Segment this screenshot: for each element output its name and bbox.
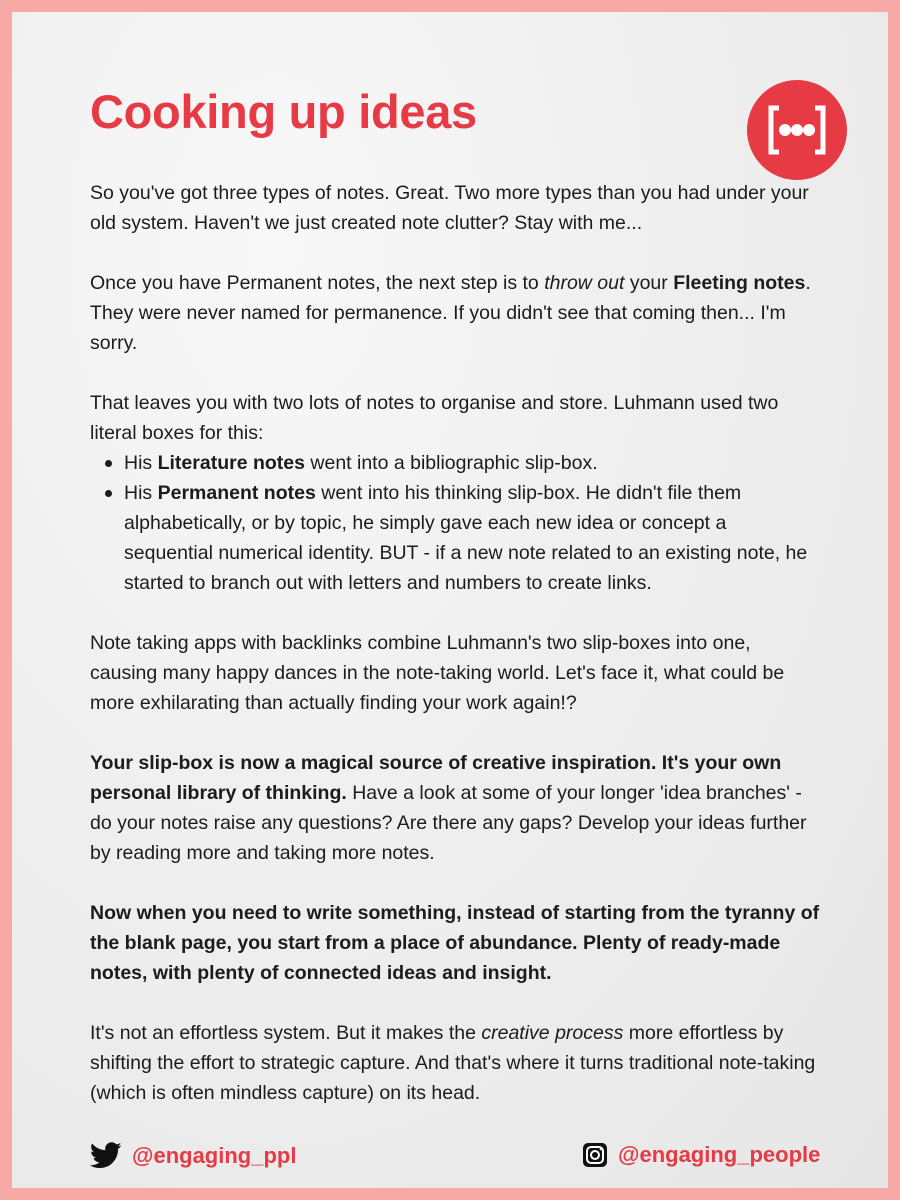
text-span: Have a look at some of your longer 'idea branches' - do your notes raise any questions? Are there any gaps? Develop your ideas further by reading more and taking more notes. [90, 782, 807, 864]
paragraph-two-boxes: That leaves you with two lots of notes to organise and store. Luhmann used two literal boxes for this: [90, 392, 779, 444]
paragraph-slip-box [90, 748, 820, 868]
bold-fleeting-notes: Fleeting notes [673, 272, 806, 294]
ellipsis-brackets-icon [747, 80, 847, 180]
text-span: His [124, 452, 158, 474]
text-span: went into his thinking slip-box. He didn't file them alphabetically, or by topic, he simply gave each new idea or concept a sequential numerical identity. BUT - if a new note related to an existing note, he started to branch out with letters and numbers to create links. [124, 482, 808, 594]
paragraph-abundance [90, 898, 820, 988]
slip-box-list [90, 448, 820, 598]
text-span: Once you have Permanent notes, the next step is to [90, 272, 545, 294]
bold-abundance: Now when you need to write something, instead of starting from the tyranny of the blank page, you start from a place of abundance. Plenty of ready-made notes, with plenty of connected ideas and insight. [90, 902, 820, 984]
instagram-handle: @engaging_people [618, 1142, 821, 1167]
emphasis-creative-process: creative process [481, 1022, 624, 1044]
instagram-icon [582, 1142, 608, 1168]
bold-inspiration: Your slip-box is now a magical source of creative inspiration. It's your own personal library of thinking. [90, 752, 782, 804]
paragraph-intro: So you've got three types of notes. Great. Two more types than you had under your old system. Haven't we just created note clutter? Stay with me... [90, 182, 809, 234]
twitter-bird-icon [90, 1142, 122, 1169]
article-body [90, 178, 820, 1138]
emphasis-throw-out: throw out [544, 272, 625, 294]
slide-card [12, 12, 888, 1188]
page-title: Cooking up ideas [90, 85, 477, 138]
logo-badge [747, 80, 847, 180]
text-span: your [624, 272, 674, 294]
text-span: . They were never named for permanence. If you didn't see that coming then... I'm sorry. [90, 272, 811, 354]
paragraph-backlinks: Note taking apps with backlinks combine Luhmann's two slip-boxes into one, causing many happy dances in the note-taking world. Let's face it, what could be more exhilarating than actually finding your work again!? [90, 632, 785, 714]
text-span: more effortless by shifting the effort to strategic capture. And that's where it turns traditional note-taking (which is often mindless capture) on its head. [90, 1022, 816, 1104]
paragraph-conclusion [90, 1018, 820, 1108]
twitter-handle: @engaging_ppl [132, 1142, 297, 1168]
paragraph-fleeting [90, 268, 820, 358]
list-item [124, 478, 820, 598]
twitter-link[interactable] [90, 1142, 296, 1169]
text-span: It's not an effortless system. But it makes the [90, 1022, 482, 1044]
bold-literature-notes: Literature notes [157, 452, 305, 474]
bold-permanent-notes: Permanent notes [157, 482, 316, 504]
list-item [124, 448, 820, 478]
instagram-link[interactable] [582, 1142, 820, 1168]
text-span: went into a bibliographic slip-box. [304, 452, 598, 474]
text-span: His [124, 482, 158, 504]
